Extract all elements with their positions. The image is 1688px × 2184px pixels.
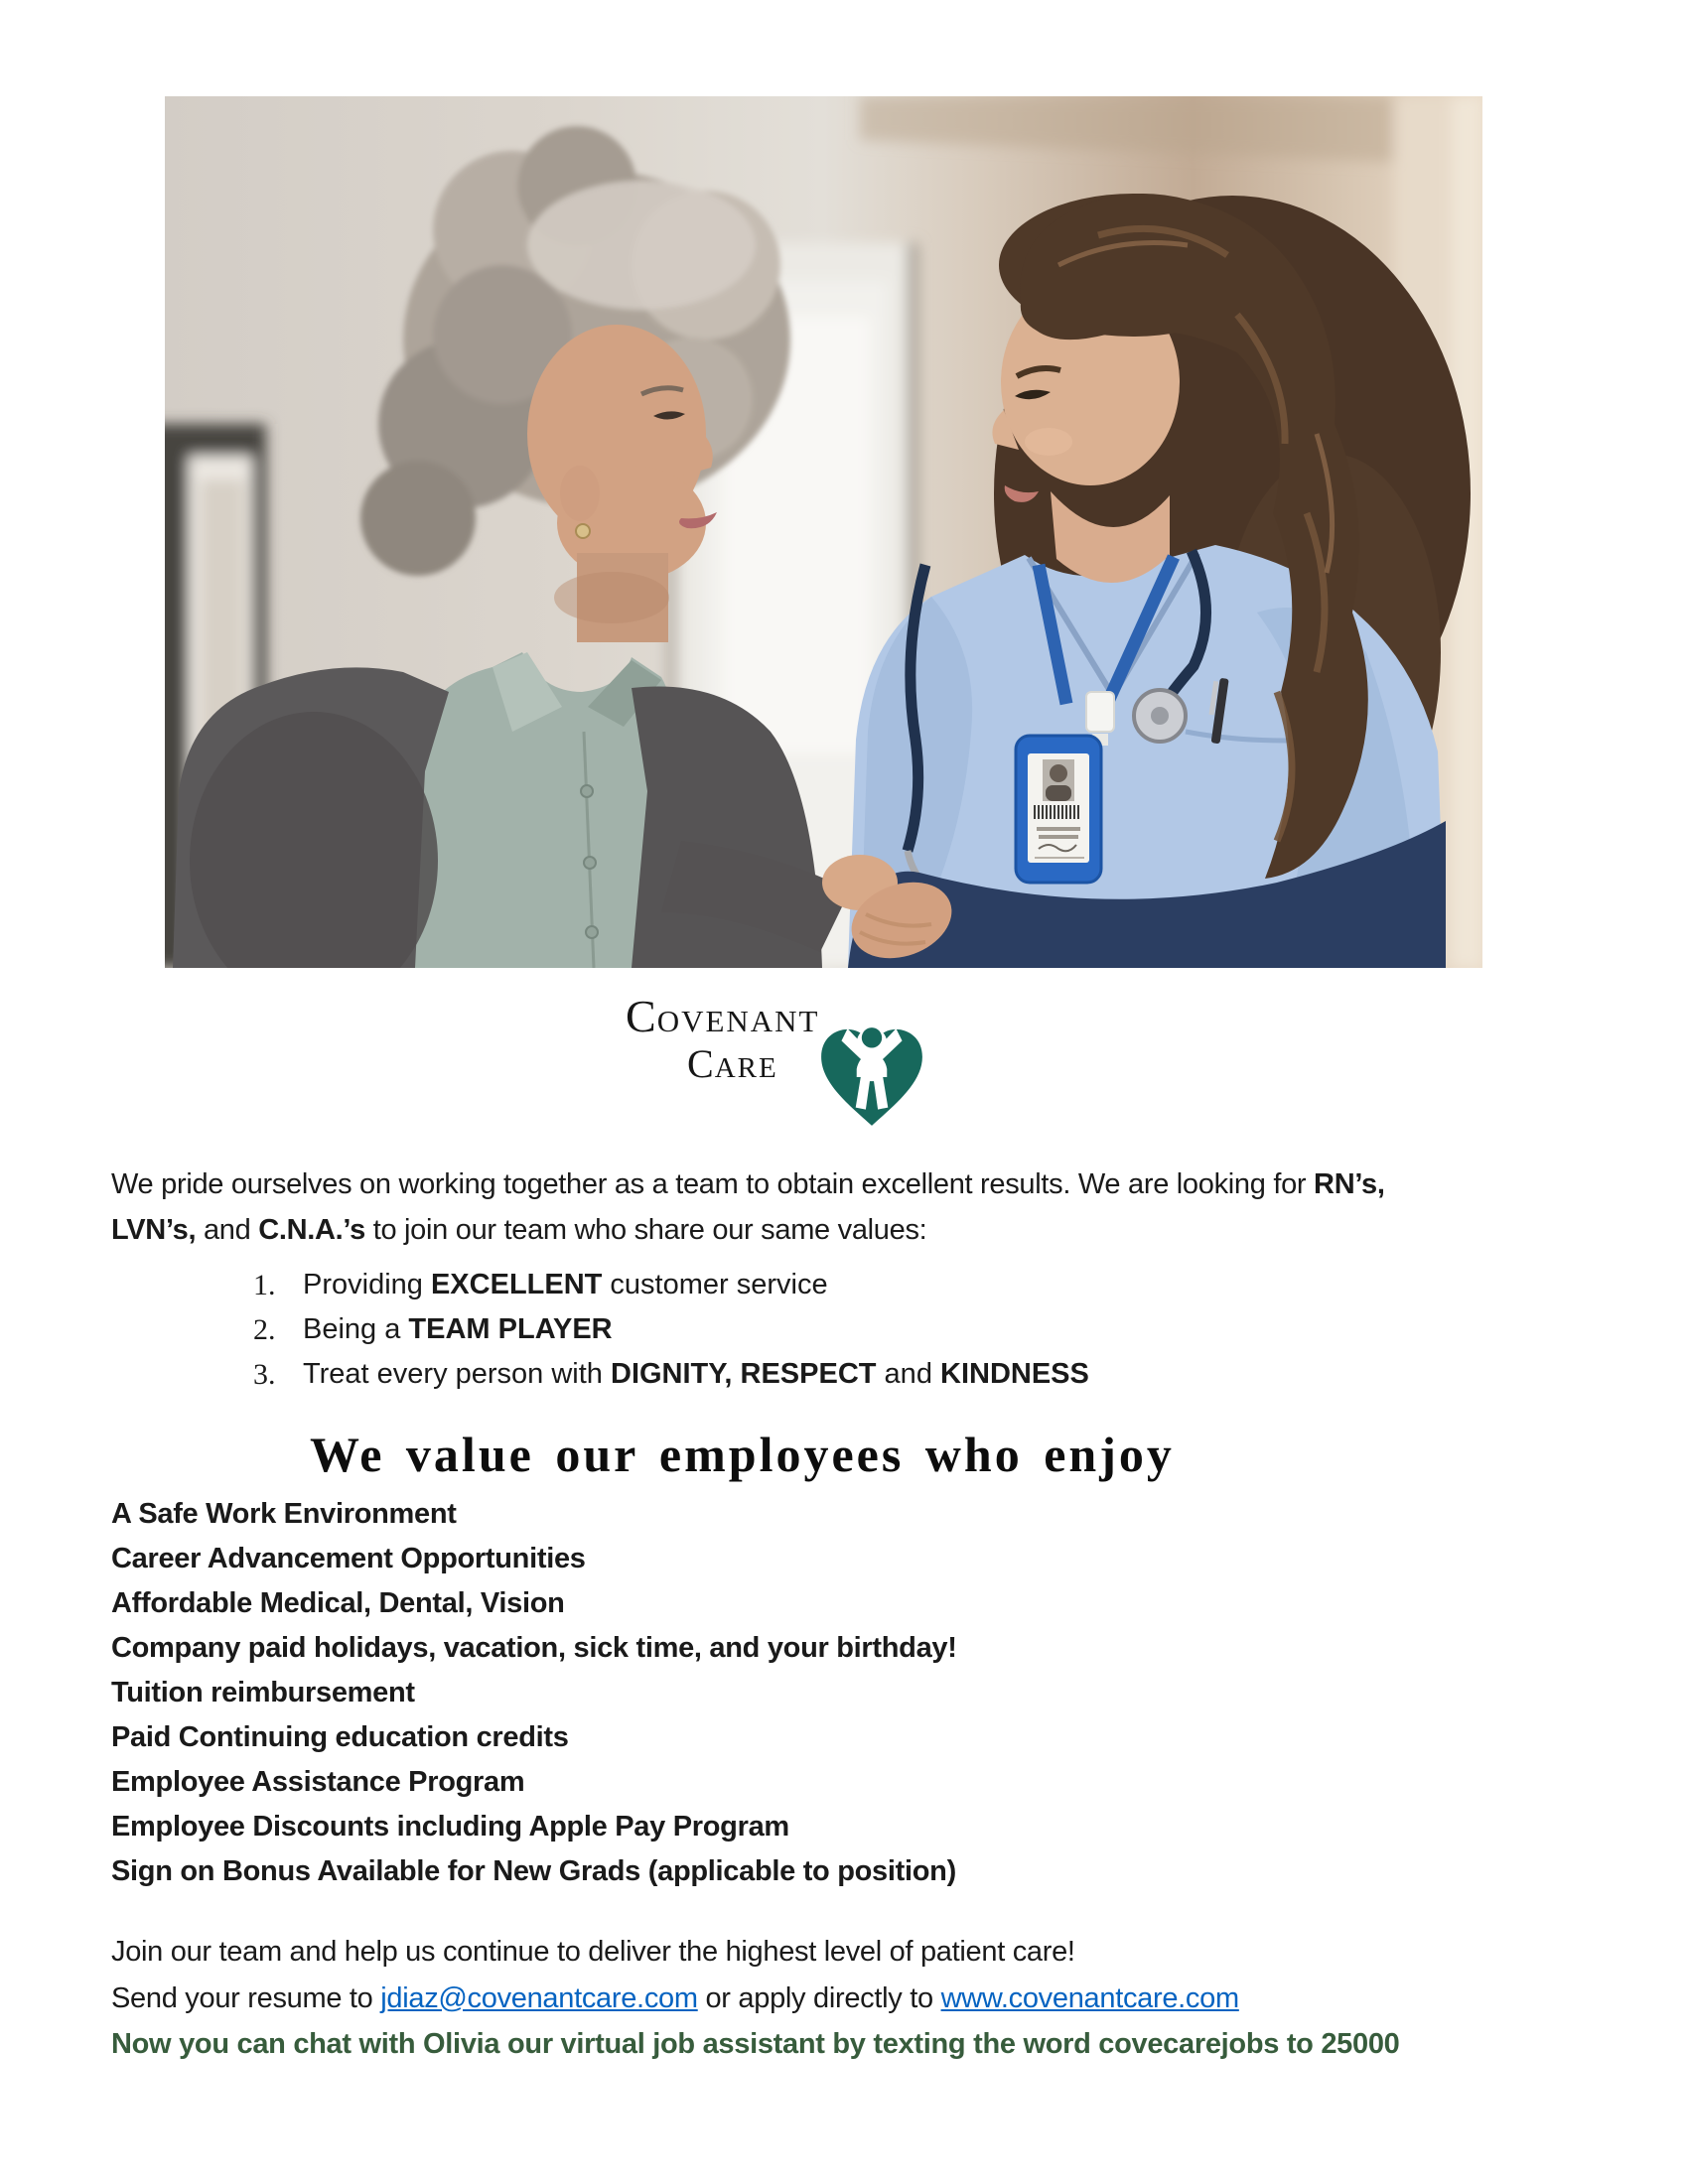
hero-photo — [165, 96, 1482, 968]
benefit-item: Tuition reimbursement — [111, 1677, 415, 1708]
id-badge — [1016, 736, 1101, 883]
value-item-1 — [253, 1263, 1089, 1307]
intro-line-1: We pride ourselves on working together as a team to obtain excellent results. We are looking for RN’s, — [111, 1168, 1385, 1200]
section-heading: We value our employees who enjoy — [310, 1427, 1175, 1482]
benefit-item: Sign on Bonus Available for New Grads (applicable to position) — [111, 1855, 956, 1887]
benefit-item: Employee Assistance Program — [111, 1766, 525, 1798]
logo-word-care: CARE — [687, 1041, 778, 1086]
intro-line-2: LVN’s, and C.N.A.’s to join our team who share our same values: — [111, 1214, 927, 1246]
logo-text — [626, 993, 820, 1087]
benefit-item: Affordable Medical, Dental, Vision — [111, 1587, 565, 1619]
covenant-care-logo — [626, 993, 933, 1132]
benefits-list — [111, 1492, 957, 1894]
values-list — [253, 1263, 1089, 1397]
value-text: Treat every person with DIGNITY, RESPECT and KINDNESS — [303, 1358, 1089, 1390]
value-number: 3. — [253, 1358, 276, 1391]
closing-block — [111, 1929, 1399, 2068]
value-item-3 — [253, 1352, 1089, 1397]
closing-line-1: Join our team and help us continue to deliver the highest level of patient care! — [111, 1936, 1075, 1968]
benefit-item: Company paid holidays, vacation, sick time, and your birthday! — [111, 1632, 957, 1664]
value-text: Being a TEAM PLAYER — [303, 1313, 613, 1345]
value-number: 1. — [253, 1269, 276, 1301]
website-link[interactable]: www.covenantcare.com — [940, 1981, 1239, 2014]
covenant-heart-icon — [810, 1019, 933, 1132]
benefit-item: Employee Discounts including Apple Pay Program — [111, 1811, 789, 1843]
email-link[interactable]: jdiaz@covenantcare.com — [380, 1981, 698, 2014]
intro-paragraph — [111, 1161, 1385, 1253]
chat-note: Now you can chat with Olivia our virtual job assistant by texting the word covecarejobs to 25000 — [111, 2028, 1400, 2060]
benefit-item: Paid Continuing education credits — [111, 1721, 569, 1753]
closing-line-2: Send your resume to jdiaz@covenantcare.com or apply directly to www.covenantcare.com — [111, 1981, 1239, 2014]
benefit-item: Career Advancement Opportunities — [111, 1543, 586, 1574]
logo-word-covenant: COVENANT — [626, 991, 820, 1041]
value-number: 2. — [253, 1313, 276, 1346]
value-text: Providing EXCELLENT customer service — [303, 1269, 828, 1300]
benefit-item: A Safe Work Environment — [111, 1498, 457, 1530]
value-item-2 — [253, 1307, 1089, 1352]
